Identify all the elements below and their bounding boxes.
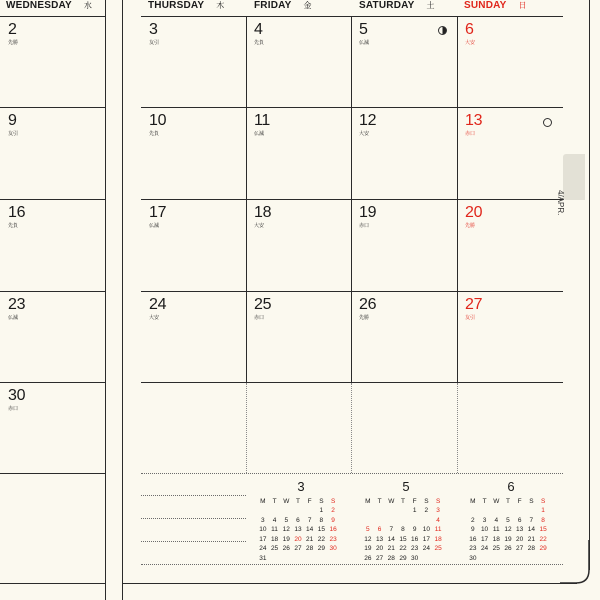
day-cell[interactable] <box>246 199 351 291</box>
dotted-rule <box>141 518 246 519</box>
rokuyo-label: 大安 <box>149 315 160 321</box>
page-corner <box>560 540 600 600</box>
day-number: 30 <box>8 387 26 404</box>
day-number: 16 <box>8 204 26 221</box>
mini-day: 30 <box>469 554 477 562</box>
header-sunday-label: SUNDAY <box>464 0 507 11</box>
mini-day <box>409 516 421 526</box>
mini-day: 8 <box>319 516 324 524</box>
mini-day <box>514 554 526 564</box>
mini-day <box>490 506 502 516</box>
day-cell[interactable] <box>351 199 457 291</box>
day-number: 27 <box>465 296 483 313</box>
mini-weekday: F <box>412 497 417 505</box>
mini-day <box>490 554 502 564</box>
mini-day: 7 <box>529 516 534 524</box>
mini-day: 23 <box>411 545 419 553</box>
mini-day <box>479 506 491 516</box>
day-cell[interactable] <box>141 291 246 382</box>
mini-weekday: S <box>330 497 336 505</box>
mini-day: 14 <box>387 535 395 543</box>
mini-day: 22 <box>399 545 407 553</box>
mini-weekday: S <box>540 497 546 505</box>
day-cell[interactable] <box>0 382 105 473</box>
mini-day: 23 <box>329 535 337 543</box>
mini-day: 10 <box>480 526 489 534</box>
mini-day: 26 <box>282 545 290 553</box>
rokuyo-label: 大安 <box>465 40 476 46</box>
mini-day: 20 <box>375 545 384 553</box>
mini-day: 8 <box>401 526 405 534</box>
mini-day: 11 <box>434 526 442 534</box>
mini-weekday: T <box>295 497 300 505</box>
mini-day: 3 <box>436 507 440 515</box>
mini-day: 29 <box>317 545 325 553</box>
day-number: 23 <box>8 296 26 313</box>
mini-day: 17 <box>480 535 489 543</box>
mini-day: 21 <box>387 545 395 553</box>
mini-weekday: M <box>470 497 476 505</box>
mini-day: 29 <box>399 554 407 562</box>
mini-day: 14 <box>306 526 314 534</box>
mini-calendar-grid <box>362 496 444 563</box>
page-spine-right <box>122 0 123 600</box>
mini-day: 11 <box>271 526 278 534</box>
mini-day: 4 <box>494 516 499 524</box>
mini-day: 7 <box>389 526 394 534</box>
mini-day: 4 <box>436 516 440 524</box>
mini-calendar-march <box>256 480 346 563</box>
mini-day: 21 <box>306 535 314 543</box>
mini-weekday: W <box>493 497 500 505</box>
mini-day <box>397 506 409 516</box>
mini-weekday: S <box>319 497 324 505</box>
mini-day: 24 <box>259 545 267 553</box>
mini-weekday: W <box>283 497 290 505</box>
day-number: 11 <box>254 112 271 129</box>
mini-day: 6 <box>517 516 522 524</box>
mini-day: 20 <box>516 535 524 543</box>
mini-weekday: T <box>482 497 487 505</box>
header-wednesday <box>6 0 92 14</box>
mini-day: 2 <box>424 507 429 515</box>
mini-weekday: T <box>272 497 277 505</box>
mini-day: 15 <box>399 535 407 543</box>
full-moon-icon <box>543 118 552 127</box>
mini-day: 18 <box>434 535 442 543</box>
mini-weekday: W <box>388 497 395 505</box>
mini-day <box>421 554 433 564</box>
mini-day: 25 <box>434 545 442 553</box>
mini-day <box>304 554 316 564</box>
mini-day <box>374 506 386 516</box>
day-cell[interactable] <box>141 107 246 199</box>
day-number: 24 <box>149 296 167 313</box>
day-cell[interactable] <box>246 16 351 107</box>
rokuyo-label: 先勝 <box>359 315 370 321</box>
mini-day: 9 <box>412 526 417 534</box>
divider <box>122 583 577 584</box>
mini-day: 1 <box>319 507 324 515</box>
mini-day: 12 <box>282 526 290 534</box>
mini-day: 11 <box>492 526 500 534</box>
mini-day <box>432 554 444 564</box>
dotted-divider <box>246 383 247 473</box>
mini-day: 26 <box>364 554 372 562</box>
divider <box>0 583 105 584</box>
mini-day: 19 <box>282 535 290 543</box>
day-cell[interactable] <box>0 16 105 107</box>
mini-day: 27 <box>375 554 384 562</box>
header-friday <box>254 0 312 14</box>
day-cell-sunday[interactable] <box>457 291 563 382</box>
day-number: 12 <box>359 112 377 129</box>
mini-day: 3 <box>261 516 265 524</box>
mini-calendar-grid <box>257 496 339 563</box>
mini-day: 30 <box>329 545 337 553</box>
mini-day: 31 <box>259 554 267 562</box>
day-cell[interactable] <box>0 107 105 199</box>
mini-day: 14 <box>527 526 535 534</box>
mini-day <box>467 506 479 516</box>
header-thursday-label: THURSDAY <box>148 0 205 11</box>
mini-calendar-month: 6 <box>507 479 515 494</box>
mini-weekday: M <box>260 497 266 505</box>
mini-day: 17 <box>259 535 267 543</box>
header-sunday <box>464 0 527 14</box>
mini-day: 13 <box>294 526 302 534</box>
month-tab[interactable] <box>556 154 585 216</box>
mini-day <box>479 554 491 564</box>
mini-calendar-june <box>466 480 556 563</box>
mini-day <box>421 516 433 526</box>
day-number: 25 <box>254 296 272 313</box>
mini-day: 15 <box>539 526 547 534</box>
day-number: 10 <box>149 112 167 129</box>
mini-weekday: S <box>529 497 534 505</box>
mini-day: 7 <box>307 516 312 524</box>
dotted-rule <box>141 495 246 496</box>
rokuyo-label: 赤口 <box>359 223 370 229</box>
mini-day: 9 <box>331 516 335 524</box>
mini-day: 23 <box>469 545 477 553</box>
day-number: 5 <box>359 21 368 38</box>
day-number: 9 <box>8 112 17 129</box>
mini-day: 19 <box>504 535 512 543</box>
month-tab-label: 4/APR. <box>556 190 565 216</box>
mini-day: 18 <box>270 535 279 543</box>
mini-day: 5 <box>366 526 370 534</box>
mini-day: 22 <box>317 535 325 543</box>
mini-day <box>280 554 292 564</box>
day-number: 18 <box>254 204 272 221</box>
mini-weekday: T <box>505 497 510 505</box>
mini-day: 12 <box>504 526 512 534</box>
header-thursday-jp: 木 <box>216 1 225 10</box>
mini-day <box>304 506 316 516</box>
rokuyo-label: 赤口 <box>254 315 265 321</box>
day-cell-sunday[interactable] <box>457 199 563 291</box>
mini-day: 1 <box>541 507 545 515</box>
day-number: 13 <box>465 112 483 129</box>
day-cell[interactable] <box>141 16 246 107</box>
mini-day <box>385 506 397 516</box>
mini-day: 21 <box>527 535 535 543</box>
mini-day: 16 <box>411 535 419 543</box>
mini-day: 13 <box>375 535 384 543</box>
mini-day: 17 <box>422 535 430 543</box>
day-number: 6 <box>465 21 474 38</box>
rokuyo-label: 友引 <box>8 131 19 137</box>
mini-day: 20 <box>294 535 302 543</box>
mini-day: 6 <box>377 526 382 534</box>
day-cell[interactable] <box>351 16 457 107</box>
mini-day <box>269 506 281 516</box>
mini-day: 28 <box>306 545 314 553</box>
rokuyo-label: 仏滅 <box>359 40 370 46</box>
mini-day <box>292 554 304 564</box>
rokuyo-label: 先負 <box>149 131 160 137</box>
mini-calendar-month: 3 <box>297 479 305 494</box>
rokuyo-label: 仏滅 <box>149 223 160 229</box>
mini-day <box>385 516 397 526</box>
dotted-rule <box>141 541 246 542</box>
mini-day <box>316 554 328 564</box>
day-number: 20 <box>465 204 483 221</box>
mini-day <box>526 554 538 564</box>
mini-day: 8 <box>541 516 545 524</box>
mini-day <box>362 506 374 516</box>
mini-day: 28 <box>387 554 395 562</box>
mini-day: 10 <box>422 526 430 534</box>
mini-day <box>514 506 526 516</box>
mini-day: 4 <box>272 516 277 524</box>
dotted-divider <box>351 383 352 473</box>
rokuyo-label: 友引 <box>465 315 476 321</box>
mini-day: 5 <box>506 516 510 524</box>
mini-calendar-month: 5 <box>402 479 410 494</box>
header-saturday <box>359 0 435 14</box>
header-saturday-label: SATURDAY <box>359 0 415 11</box>
mini-day: 29 <box>539 545 547 553</box>
divider <box>0 473 105 474</box>
mini-weekday: F <box>307 497 312 505</box>
mini-day: 19 <box>364 545 372 553</box>
header-saturday-jp: 土 <box>426 1 435 10</box>
mini-weekday: T <box>400 497 405 505</box>
day-cell[interactable] <box>0 291 105 382</box>
rokuyo-label: 大安 <box>359 131 370 137</box>
rokuyo-label: 仏滅 <box>8 315 19 321</box>
page-spine-left <box>105 0 106 600</box>
mini-day <box>502 506 514 516</box>
mini-day: 13 <box>516 526 524 534</box>
divider <box>141 382 563 383</box>
mini-calendar-grid <box>467 496 549 563</box>
mini-weekday: T <box>377 497 382 505</box>
header-friday-label: FRIDAY <box>254 0 292 11</box>
mini-day: 24 <box>480 545 489 553</box>
mini-day <box>362 516 374 526</box>
mini-day: 26 <box>504 545 512 553</box>
day-cell[interactable] <box>246 291 351 382</box>
header-wednesday-jp: 水 <box>83 1 93 10</box>
mini-day: 27 <box>516 545 524 553</box>
mini-weekday: S <box>424 497 429 505</box>
header-friday-jp: 金 <box>303 1 312 10</box>
mini-day <box>257 506 269 516</box>
mini-weekday: M <box>365 497 371 505</box>
mini-day: 5 <box>284 516 289 524</box>
mini-day: 2 <box>471 516 475 524</box>
mini-day: 16 <box>469 535 477 543</box>
rokuyo-label: 友引 <box>149 40 160 46</box>
rokuyo-label: 先勝 <box>8 40 19 46</box>
day-cell-sunday[interactable] <box>457 107 563 199</box>
dotted-divider <box>457 383 458 473</box>
day-cell[interactable] <box>141 199 246 291</box>
rokuyo-label: 大安 <box>254 223 265 229</box>
mini-day: 22 <box>539 535 547 543</box>
rokuyo-label: 先勝 <box>465 223 476 229</box>
mini-day: 2 <box>331 507 335 515</box>
day-cell[interactable] <box>246 107 351 199</box>
mini-day <box>374 516 386 526</box>
mini-day: 12 <box>364 535 372 543</box>
mini-day <box>269 554 281 564</box>
mini-day <box>292 506 304 516</box>
day-number: 3 <box>149 21 158 38</box>
mini-day <box>327 554 339 564</box>
day-number: 4 <box>254 21 263 38</box>
day-number: 19 <box>359 204 377 221</box>
mini-day: 18 <box>492 535 500 543</box>
mini-day: 27 <box>294 545 302 553</box>
first-quarter-moon-icon <box>438 26 447 35</box>
rokuyo-label: 赤口 <box>465 131 476 137</box>
header-sunday-jp: 日 <box>518 1 527 10</box>
header-thursday <box>148 0 224 14</box>
mini-day: 28 <box>527 545 535 553</box>
rokuyo-label: 先負 <box>8 223 19 229</box>
mini-day: 1 <box>412 507 417 515</box>
mini-day: 24 <box>422 545 430 553</box>
mini-day: 10 <box>259 526 267 534</box>
dotted-rule <box>141 564 563 565</box>
rokuyo-label: 先負 <box>254 40 265 46</box>
mini-day: 9 <box>471 526 475 534</box>
day-number: 26 <box>359 296 377 313</box>
mini-calendar-may <box>361 480 451 563</box>
mini-day: 15 <box>317 526 325 534</box>
rokuyo-label: 赤口 <box>8 406 19 412</box>
mini-day: 6 <box>296 516 300 524</box>
day-cell[interactable] <box>0 199 105 291</box>
mini-day <box>502 554 514 564</box>
day-number: 17 <box>149 204 167 221</box>
header-wednesday-label: WEDNESDAY <box>6 0 72 11</box>
mini-day <box>526 506 538 516</box>
rokuyo-label: 仏滅 <box>254 131 265 137</box>
day-number: 2 <box>8 21 17 38</box>
dotted-rule <box>141 473 563 474</box>
mini-day <box>397 516 409 526</box>
mini-weekday: F <box>517 497 522 505</box>
day-cell[interactable] <box>351 107 457 199</box>
mini-day: 3 <box>482 516 487 524</box>
mini-day <box>280 506 292 516</box>
mini-day: 16 <box>329 526 337 534</box>
mini-weekday: S <box>435 497 441 505</box>
page-edge <box>589 0 590 570</box>
mini-day <box>537 554 549 564</box>
day-cell[interactable] <box>351 291 457 382</box>
mini-day: 25 <box>270 545 279 553</box>
day-cell-sunday[interactable] <box>457 16 563 107</box>
mini-day: 30 <box>411 554 419 562</box>
mini-day: 25 <box>492 545 500 553</box>
